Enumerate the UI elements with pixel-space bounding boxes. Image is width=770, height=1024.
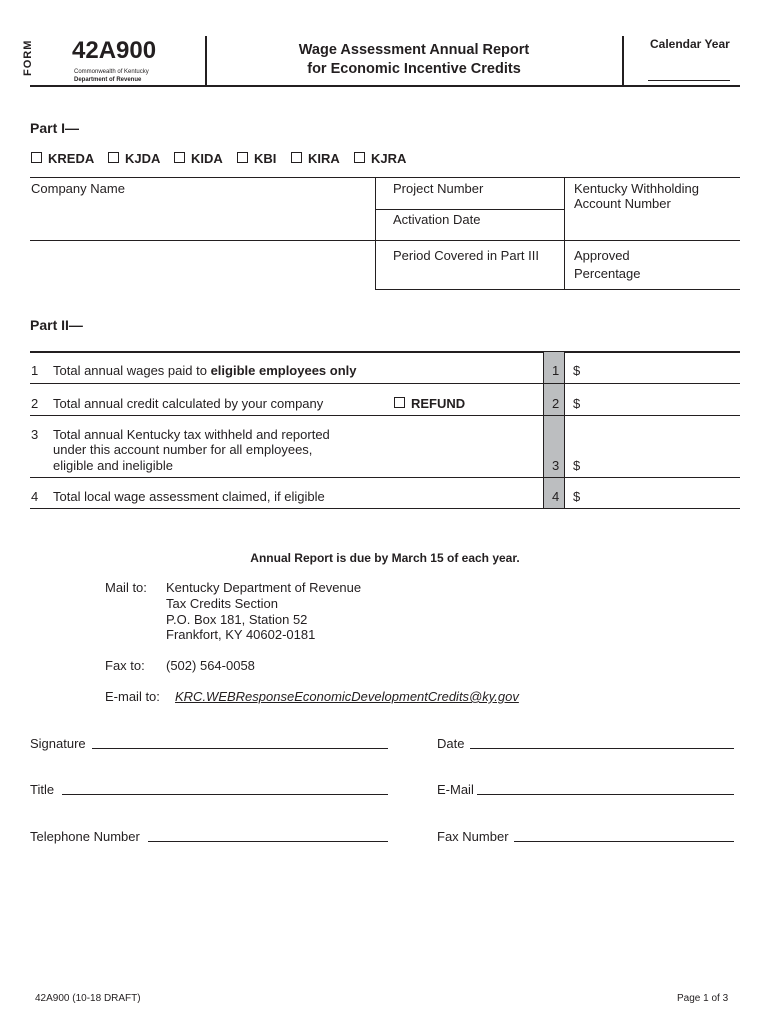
calendar-year-label: Calendar Year (650, 37, 730, 51)
signature-field[interactable] (92, 748, 388, 749)
program-kbi[interactable]: KBI (237, 151, 276, 167)
telephone-label: Telephone Number (30, 829, 140, 844)
part1-col1-divider (375, 177, 376, 289)
withholding-label-1: Kentucky Withholding (574, 181, 700, 196)
calendar-year-field[interactable] (648, 80, 730, 81)
part1-middle-rule (30, 240, 740, 241)
email-label: E-Mail (437, 782, 474, 797)
fax-to-number: (502) 564-0058 (166, 658, 255, 673)
mail-to-label: Mail to: (105, 580, 147, 595)
line1-number: 1 (31, 363, 39, 378)
due-notice: Annual Report is due by March 15 of each year. (250, 551, 520, 565)
line3-number: 3 (31, 427, 39, 442)
header-divider-right (622, 36, 624, 86)
part2-heading: Part II— (30, 317, 83, 333)
line4-number: 4 (31, 489, 39, 504)
line1-text: Total annual wages paid to eligible employees only (53, 363, 357, 378)
line4-text: Total local wage assessment claimed, if eligible (53, 489, 325, 504)
line4-amount[interactable]: $ (573, 489, 581, 504)
program-kjra[interactable]: KJRA (354, 151, 406, 167)
department-name: Department of Revenue (74, 77, 142, 83)
mail-address-4: Frankfort, KY 40602-0181 (166, 627, 316, 642)
date-label: Date (437, 736, 465, 751)
checkbox-kreda[interactable] (31, 152, 42, 163)
part2-table-top (30, 351, 740, 353)
mail-address-1: Kentucky Department of Revenue (166, 580, 362, 595)
project-number-label: Project Number (393, 181, 484, 196)
company-name-label: Company Name (31, 181, 125, 196)
email-to-label: E-mail to: (105, 689, 160, 704)
project-number-rule (375, 209, 564, 210)
form-title-line2: for Economic Incentive Credits (307, 61, 521, 77)
mail-address-3: P.O. Box 181, Station 52 (166, 612, 308, 627)
part1-col2-divider (564, 177, 565, 289)
part1-bottom-rule (375, 289, 740, 290)
title-label: Title (30, 782, 55, 797)
line2-text: Total annual credit calculated by your company (53, 396, 324, 411)
fax-label: Fax Number (437, 829, 509, 844)
line2-amount[interactable]: $ (573, 396, 581, 411)
part1-heading: Part I— (30, 120, 80, 136)
fax-to-label: Fax to: (105, 658, 145, 673)
part1-table-top (30, 177, 740, 178)
period-covered-label: Period Covered in Part III (393, 248, 539, 263)
checkbox-refund[interactable] (394, 397, 405, 408)
program-kjda[interactable]: KJDA (108, 151, 160, 167)
part2-box-right (564, 352, 565, 508)
signature-label: Signature (30, 736, 86, 751)
line3-amount[interactable]: $ (573, 458, 581, 473)
line4-box: 4 (552, 489, 560, 504)
line2-box: 2 (552, 396, 560, 411)
title-field[interactable] (62, 794, 388, 795)
line3-rule (30, 477, 740, 478)
line2-rule (30, 415, 740, 416)
line3-text-1: Total annual Kentucky tax withheld and reported (53, 427, 330, 442)
refund-option[interactable]: REFUND (394, 396, 465, 412)
form-title-line1: Wage Assessment Annual Report (298, 42, 530, 58)
telephone-field[interactable] (148, 841, 388, 842)
line3-text-2: under this account number for all employees, (53, 442, 313, 457)
activation-date-label: Activation Date (393, 212, 481, 227)
line2-number: 2 (31, 396, 39, 411)
approved-label-2: Percentage (574, 266, 641, 281)
checkbox-kida[interactable] (174, 152, 185, 163)
checkbox-kbi[interactable] (237, 152, 248, 163)
checkbox-kjra[interactable] (354, 152, 365, 163)
line3-box: 3 (552, 458, 560, 473)
form-number: 42A900 (72, 37, 157, 64)
date-field[interactable] (470, 748, 734, 749)
fax-field[interactable] (514, 841, 734, 842)
line3-text-3: eligible and ineligible (53, 458, 173, 473)
part2-box-left (543, 352, 544, 508)
program-kida[interactable]: KIDA (174, 151, 223, 167)
header-rule (30, 85, 740, 87)
footer-page-number: Page 1 of 3 (677, 993, 729, 1004)
email-field[interactable] (477, 794, 734, 795)
footer-form-id: 42A900 (10-18 DRAFT) (35, 993, 141, 1004)
line1-amount[interactable]: $ (573, 363, 581, 378)
approved-label-1: Approved (574, 248, 630, 263)
line1-rule (30, 383, 740, 384)
mail-address-2: Tax Credits Section (166, 596, 278, 611)
program-kreda[interactable]: KREDA (31, 151, 94, 167)
program-kira[interactable]: KIRA (291, 151, 340, 167)
line1-box: 1 (552, 363, 560, 378)
checkbox-kira[interactable] (291, 152, 302, 163)
part2-table-bottom (30, 508, 740, 509)
agency-name: Commonwealth of Kentucky (74, 69, 149, 75)
form-label: FORM (22, 39, 34, 76)
email-to-link[interactable]: KRC.WEBResponseEconomicDevelopmentCredits@ky.gov (175, 689, 519, 704)
withholding-label-2: Account Number (574, 196, 671, 211)
checkbox-kjda[interactable] (108, 152, 119, 163)
